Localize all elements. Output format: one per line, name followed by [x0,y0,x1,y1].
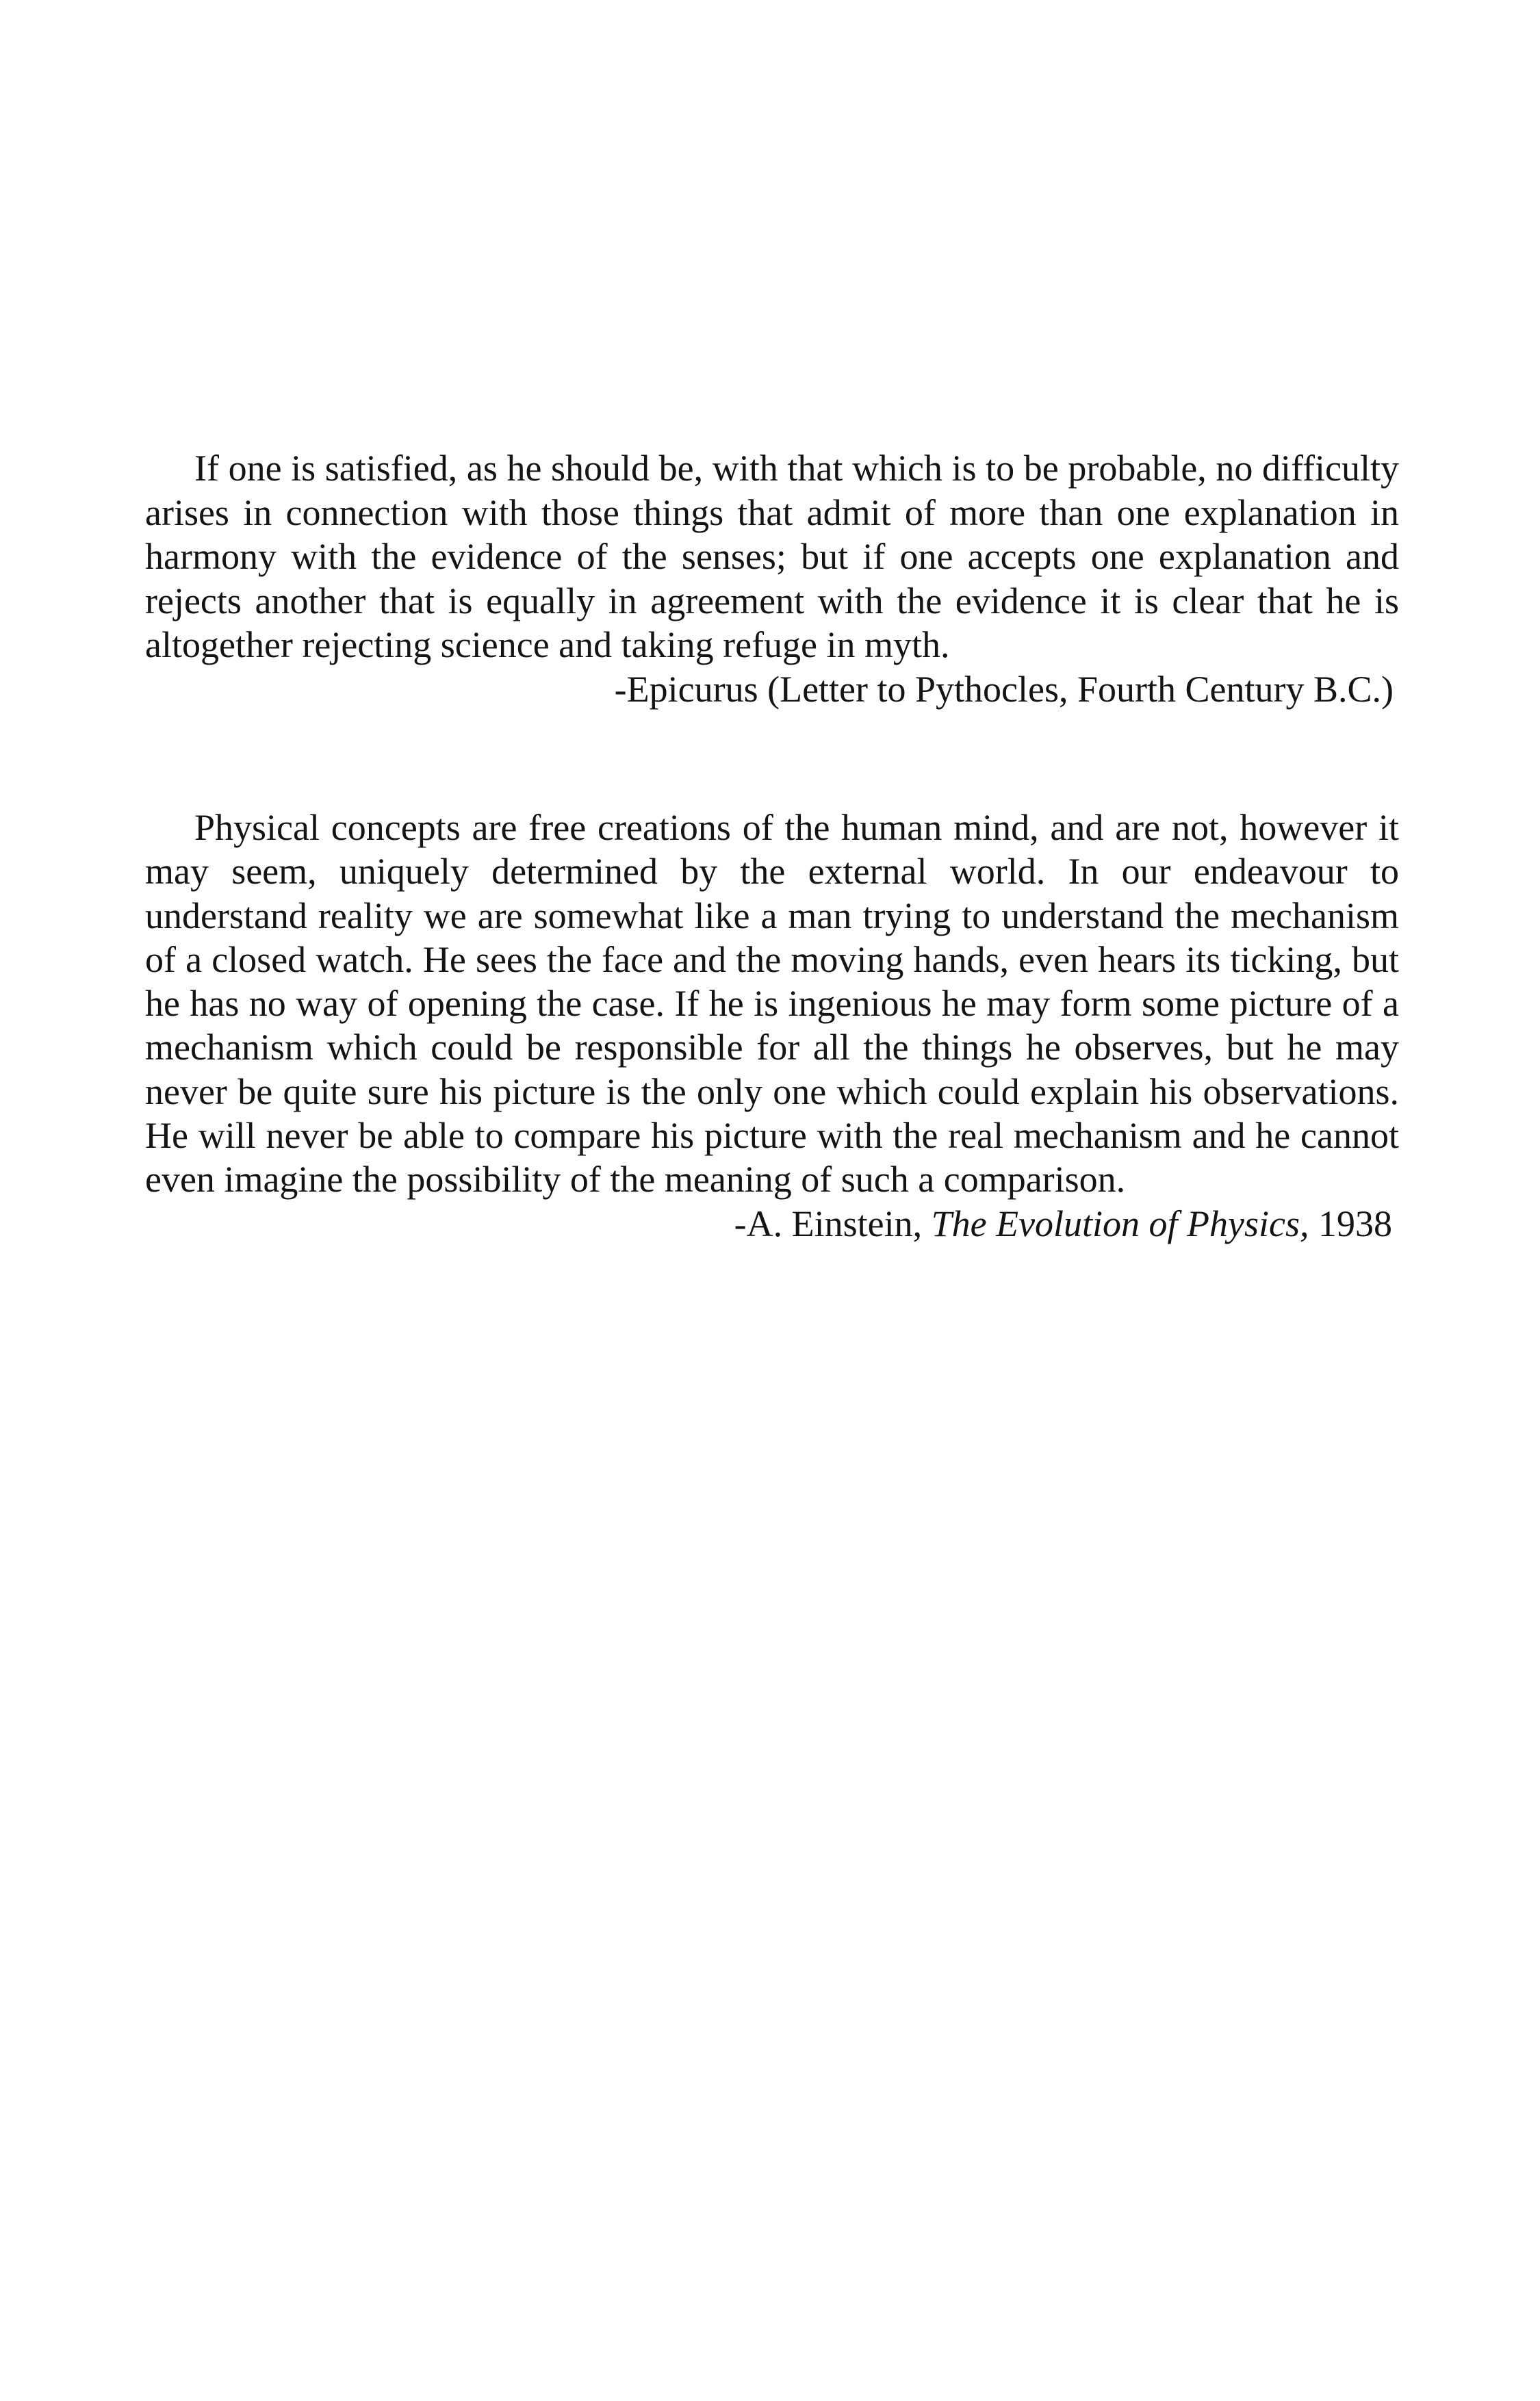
epicurus-attribution: -Epicurus (Letter to Pythocles, Fourth Century B.C.) [614,668,1394,710]
einstein-attribution-author: -A. Einstein, [734,1203,923,1244]
einstein-epigraph [145,806,1399,1246]
einstein-book-title: The Evolution of Physics, [931,1203,1309,1244]
einstein-quote: Physical concepts are free creations of the human mind, and are not, however it may seem, uniquely determined by the external world. In our endeavour to understand reality we are somewhat like a man trying to understand the mechanism of a closed watch. He sees the face and the moving hands, even hears its ticking, but he has no way of opening the case. If he is ingenious he may form some picture of a mechanism which could be responsible for all the things he observes, but he may never be quite sure his picture is the only one which could explain his observations. He will never be able to compare his picture with the real mechanism and he cannot even imagine the possibility of the meaning of such a comparison. [145,807,1399,1200]
einstein-attribution-year: 1938 [1318,1203,1392,1244]
epicurus-quote: If one is satisfied, as he should be, with that which is to be probable, no difficulty arises in connection with those things that admit of more than one explanation in harmony with the evidence of the senses; but if one accepts one explanation and rejects another that is equally in agreement with the evidence it is clear that he is altogether rejecting science and taking refuge in myth. [145,448,1399,665]
epicurus-epigraph [145,446,1399,711]
einstein-attribution [145,1202,1399,1246]
